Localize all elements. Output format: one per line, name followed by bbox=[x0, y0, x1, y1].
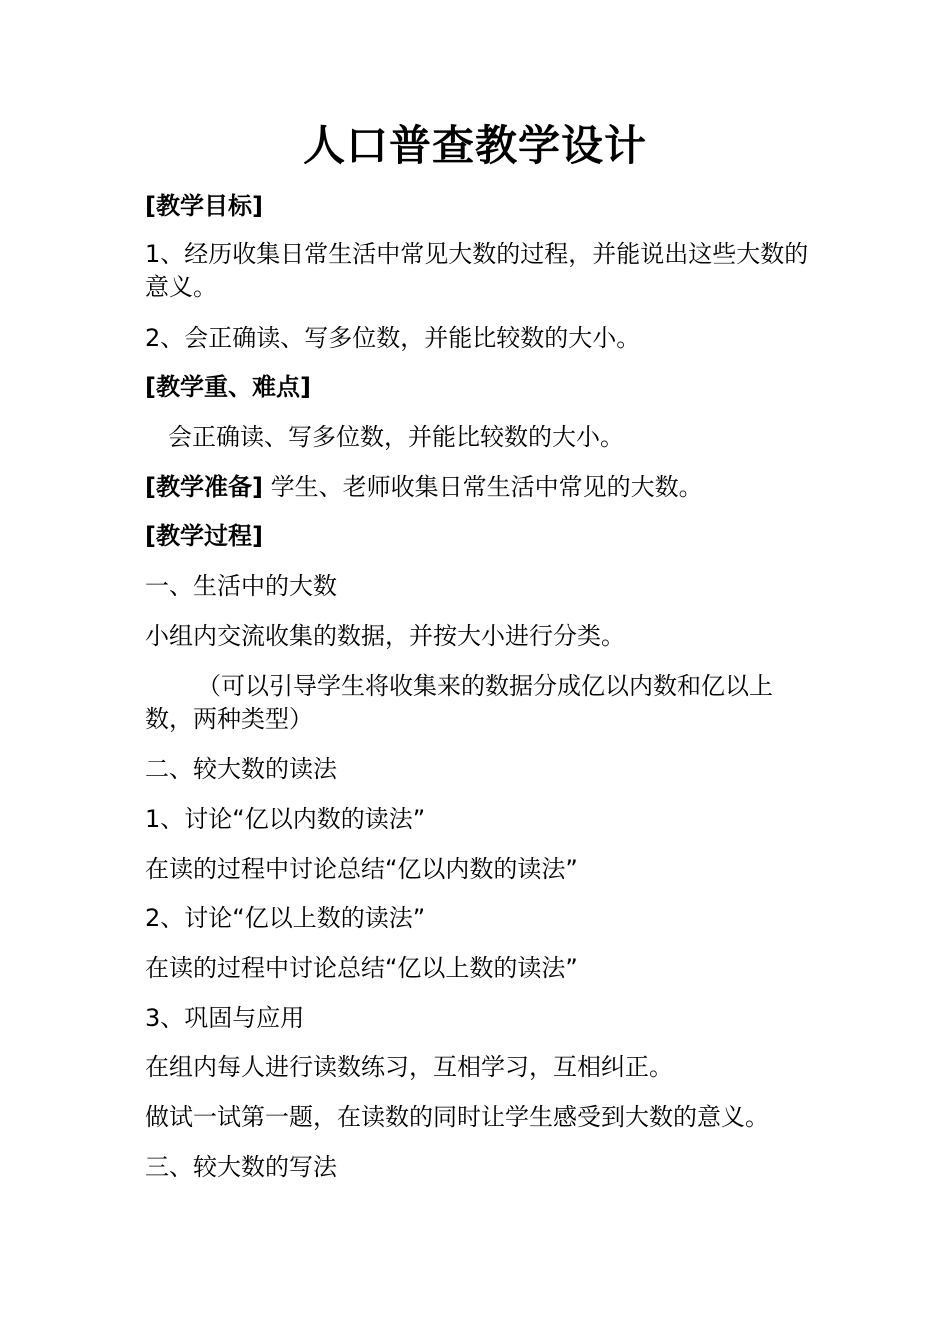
process-text-2-3a: 在组内每人进行读数练习，互相学习，互相纠正。 bbox=[145, 1053, 673, 1081]
process-step-2-2: 2、讨论“亿以上数的读法” bbox=[145, 904, 426, 932]
section-heading-keypoints: [教学重、难点] bbox=[145, 373, 311, 401]
process-step-2-1: 1、讨论“亿以内数的读法” bbox=[145, 805, 426, 833]
process-text-2-2: 在读的过程中讨论总结“亿以上数的读法” bbox=[145, 954, 578, 982]
process-note-1: （可以引导学生将收集来的数据分成亿以内数和亿以上数，两种类型） bbox=[145, 672, 773, 733]
process-text-2-1: 在读的过程中讨论总结“亿以内数的读法” bbox=[145, 855, 578, 883]
preparation-line bbox=[145, 471, 815, 503]
process-step-2-3: 3、巩固与应用 bbox=[145, 1004, 305, 1032]
process-part-1: 一、生活中的大数 bbox=[145, 572, 337, 600]
document-title: 人口普查教学设计 bbox=[302, 121, 647, 170]
goal-item-1: 1、经历收集日常生活中常见大数的过程，并能说出这些大数的意义。 bbox=[145, 240, 809, 301]
section-heading-process: [教学过程] bbox=[145, 522, 263, 550]
section-heading-preparation: [教学准备] bbox=[145, 473, 263, 501]
process-text-2-3b: 做试一试第一题，在读数的同时让学生感受到大数的意义。 bbox=[145, 1103, 769, 1131]
preparation-text: 学生、老师收集日常生活中常见的大数。 bbox=[270, 473, 703, 501]
process-text-1: 小组内交流收集的数据，并按大小进行分类。 bbox=[145, 622, 625, 650]
process-part-3: 三、较大数的写法 bbox=[145, 1153, 337, 1181]
keypoints-text: 会正确读、写多位数，并能比较数的大小。 bbox=[168, 423, 624, 451]
goal-item-2: 2、会正确读、写多位数，并能比较数的大小。 bbox=[145, 324, 641, 352]
section-heading-goals: [教学目标] bbox=[145, 192, 263, 220]
process-part-2: 二、较大数的读法 bbox=[145, 755, 337, 783]
